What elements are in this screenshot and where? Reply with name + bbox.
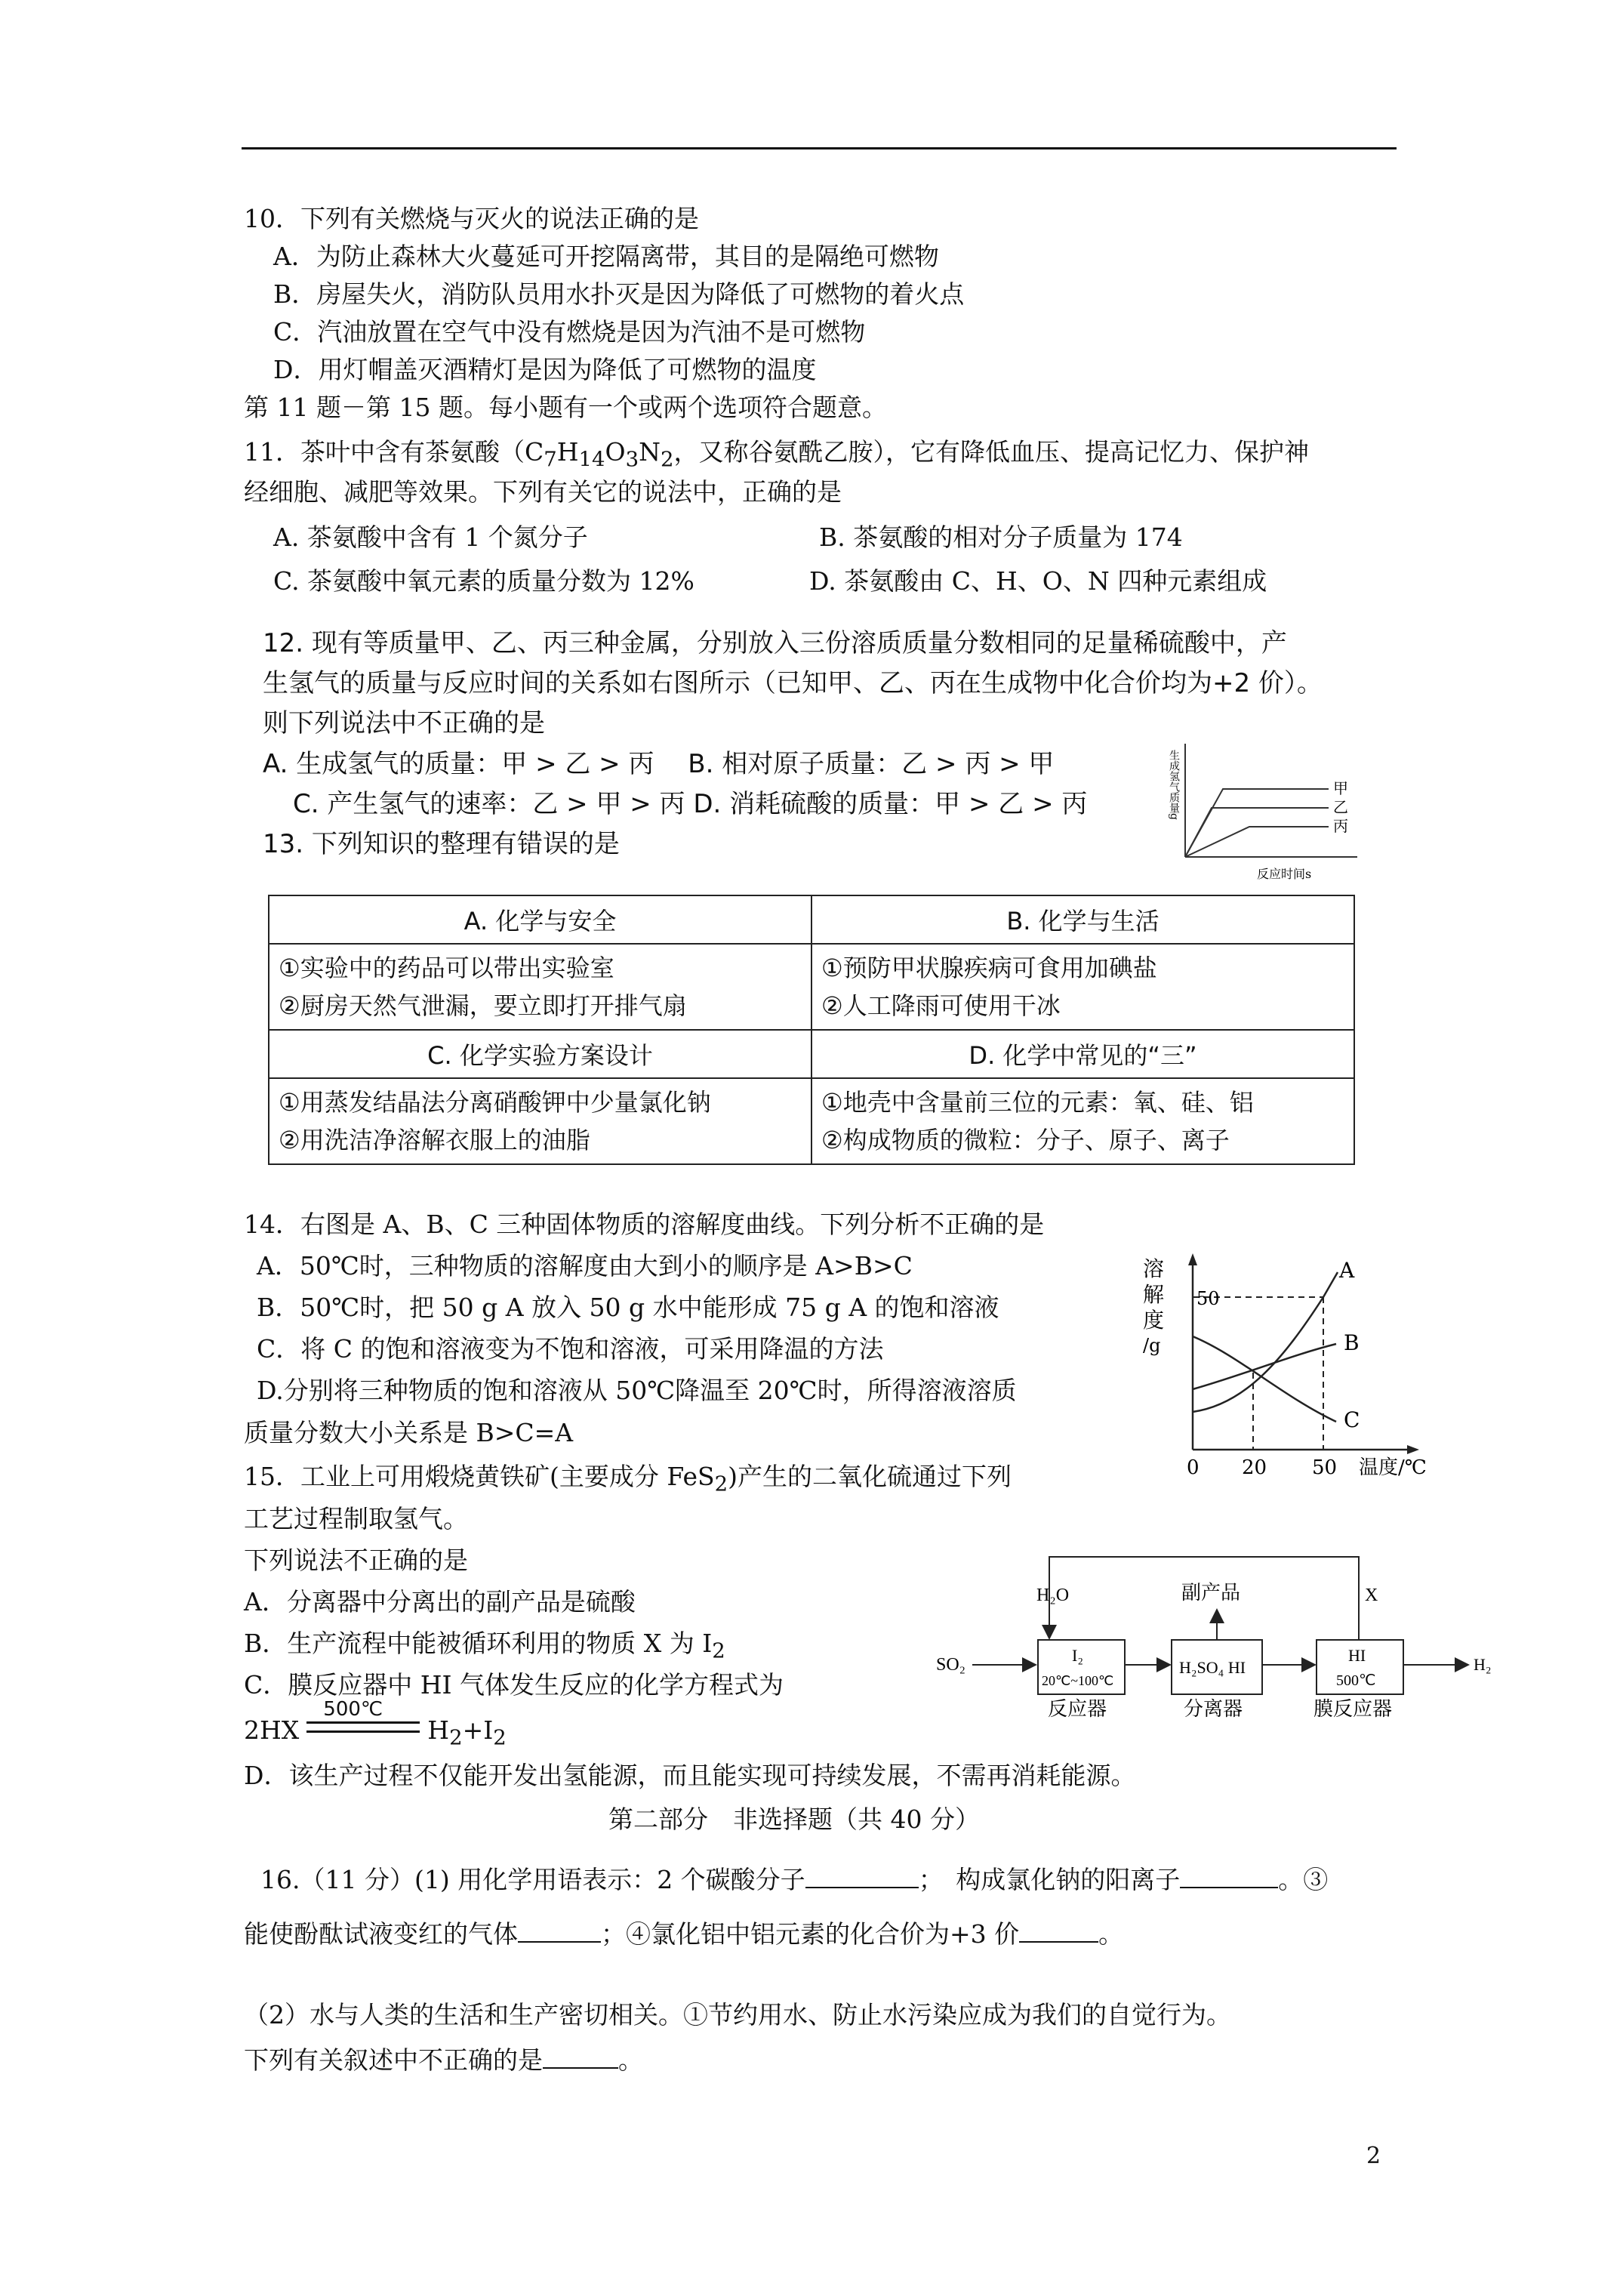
part2-title: 第二部分 非选择题（共 40 分） xyxy=(608,1804,980,1834)
page-number: 2 xyxy=(1366,2143,1381,2169)
q12-label-jia: 甲 xyxy=(1333,779,1348,797)
q14-x-label: 温度/℃ xyxy=(1359,1456,1427,1479)
q15-equation xyxy=(244,1698,507,1755)
q14-label-b: B xyxy=(1344,1330,1360,1355)
q11-text: O xyxy=(605,437,626,467)
flow-reactor-i2: I₂ xyxy=(1072,1646,1083,1665)
equation-condition: 500℃ xyxy=(323,1698,383,1721)
flow-separator-content: H₂SO₄ HI xyxy=(1179,1658,1246,1677)
q16-line1 xyxy=(260,1863,1328,1897)
q14-label-c: C xyxy=(1344,1407,1360,1432)
q15-stem-line1 xyxy=(244,1460,1012,1501)
table-cell-d xyxy=(812,1078,1354,1164)
q13-stem: 13. 下列知识的整理有错误的是 xyxy=(263,829,620,859)
equation-arrow xyxy=(306,1698,420,1747)
q15-text: )产生的二氧化硫通过下列 xyxy=(728,1462,1012,1491)
equation-reactant: 2HX xyxy=(244,1715,300,1745)
q12-y-label: 生成氢气质量g xyxy=(1168,750,1180,820)
q14-stem: 14．右图是 A、B、C 三种固体物质的溶解度曲线。下列分析不正确的是 xyxy=(244,1210,1045,1239)
subscript: 3 xyxy=(625,447,639,472)
table-item: ①预防甲状腺疾病可食用加碘盐 xyxy=(821,954,1157,982)
section-note: 第 11 题－第 15 题。每小题有一个或两个选项符合题意。 xyxy=(244,393,887,422)
flow-h2o: H₂O xyxy=(1036,1586,1070,1605)
q11-stem-line2: 经细胞、减肥等效果。下列有关它的说法中，正确的是 xyxy=(244,477,842,507)
table-item: ②人工降雨可使用干冰 xyxy=(821,991,1061,1020)
table-item: ②用洗洁净溶解衣服上的油脂 xyxy=(279,1126,590,1154)
flow-byproduct: 副产品 xyxy=(1181,1582,1241,1604)
q16-text: 能使酚酞试液变红的气体 xyxy=(244,1919,518,1949)
flow-membrane-temp: 500℃ xyxy=(1336,1672,1376,1689)
answer-blank[interactable] xyxy=(1180,1864,1278,1888)
flow-label-reactor: 反应器 xyxy=(1048,1698,1107,1720)
q12-stem-line2: 生氢气的质量与反应时间的关系如右图所示（已知甲、乙、丙在生成物中化合价均为+2 价）。 xyxy=(263,668,1323,698)
q14-option-c: C．将 C 的饱和溶液变为不饱和溶液，可采用降温的方法 xyxy=(257,1334,884,1364)
table-item: ①地壳中含量前三位的元素：氧、硅、铝 xyxy=(821,1088,1254,1117)
subscript: 7 xyxy=(544,447,557,472)
q12-x-label: 反应时间s xyxy=(1257,867,1312,881)
q10-stem: 10．下列有关燃烧与灭火的说法正确的是 xyxy=(244,204,699,233)
q12-label-bing: 丙 xyxy=(1333,817,1348,835)
q11-option-c: C. 茶氨酸中氧元素的质量分数为 12% xyxy=(273,566,694,596)
q14-x-arrow xyxy=(1407,1445,1419,1454)
q14-option-b: B．50℃时，把 50 g A 放入 50 g 水中能形成 75 g A 的饱和溶液 xyxy=(257,1293,999,1322)
subscript: 2 xyxy=(660,447,674,472)
q14-x-tick-0: 0 xyxy=(1187,1456,1200,1479)
q11-text: 11．茶叶中含有茶氨酸（C xyxy=(244,437,544,467)
q11-option-a: A. 茶氨酸中含有 1 个氮分子 xyxy=(273,522,588,552)
q16-line4 xyxy=(244,2044,643,2077)
equation-equals-sign xyxy=(306,1721,420,1733)
q10-option-b: B．房屋失火，消防队员用水扑灭是因为降低了可燃物的着火点 xyxy=(273,279,965,309)
table-item: ①用蒸发结晶法分离硝酸钾中少量氯化钠 xyxy=(279,1088,711,1117)
subscript: 14 xyxy=(578,447,605,472)
q16-text: 下列有关叙述中不正确的是 xyxy=(244,2045,543,2075)
q12-curve-bing xyxy=(1185,827,1329,857)
q15-option-b xyxy=(244,1627,725,1668)
table-head-a: A. 化学与安全 xyxy=(269,895,812,944)
answer-blank[interactable] xyxy=(543,2045,618,2069)
q12-curve-yi xyxy=(1185,808,1329,857)
table-head-d: D. 化学中常见的“三” xyxy=(812,1030,1354,1078)
q10-option-d: D．用灯帽盖灭酒精灯是因为降低了可燃物的温度 xyxy=(273,355,817,384)
q10-option-a: A．为防止森林大火蔓延可开挖隔离带，其目的是隔绝可燃物 xyxy=(273,242,939,271)
table-item: ②构成物质的微粒：分子、原子、离子 xyxy=(821,1126,1230,1154)
q16-line3: （2）水与人类的生活和生产密切相关。①节约用水、防止水污染应成为我们的自觉行为。 xyxy=(244,2000,1231,2029)
q16-text: 。 xyxy=(618,2045,643,2075)
header-rule xyxy=(242,147,1397,149)
table-head-b: B. 化学与生活 xyxy=(812,895,1354,944)
q14-curve-b xyxy=(1193,1344,1336,1389)
q14-y-label-3: 度 xyxy=(1143,1308,1165,1333)
q11-text: ，又称谷氨酰乙胺），它有降低血压、提高记忆力、保护神 xyxy=(673,437,1309,467)
q14-y-label-1: 溶 xyxy=(1143,1256,1165,1281)
q12-options-ab: A. 生成氢气的质量：甲 > 乙 > 丙 B. 相对原子质量：乙 > 丙 > 甲 xyxy=(263,749,1055,779)
q14-y-label-4: /g xyxy=(1143,1335,1161,1356)
flow-x: X xyxy=(1365,1586,1378,1605)
q15-option-a: A．分离器中分离出的副产品是硫酸 xyxy=(244,1587,636,1616)
q12-label-yi: 乙 xyxy=(1333,798,1348,816)
flow-label-separator: 分离器 xyxy=(1184,1698,1243,1720)
q15-stem-line2: 工艺过程制取氢气。 xyxy=(244,1504,468,1533)
q14-y-arrow xyxy=(1188,1253,1197,1265)
q14-option-d-line2: 质量分数大小关系是 B>C=A xyxy=(244,1418,574,1447)
table-item: ②厨房天然气泄漏，要立即打开排气扇 xyxy=(279,991,687,1020)
q14-solubility-chart xyxy=(1132,1246,1449,1480)
table-cell-c xyxy=(269,1078,812,1164)
table-cell-b xyxy=(812,944,1354,1030)
subscript: 2 xyxy=(449,1725,463,1750)
equation-product: H xyxy=(427,1715,450,1745)
q14-label-a: A xyxy=(1339,1258,1355,1283)
equation-product: +I xyxy=(462,1715,494,1745)
q15-stem-line3: 下列说法不正确的是 xyxy=(244,1546,468,1575)
q16-text: ；④氯化铝中铝元素的化合价为+3 价 xyxy=(601,1919,1020,1949)
q14-option-a: A．50℃时，三种物质的溶解度由大到小的顺序是 A>B>C xyxy=(257,1251,913,1281)
q11-text: H xyxy=(556,437,579,467)
answer-blank[interactable] xyxy=(805,1864,919,1888)
q14-option-d-line1: D.分别将三种物质的饱和溶液从 50℃降温至 20℃时，所得溶液溶质 xyxy=(257,1376,1017,1405)
answer-blank[interactable] xyxy=(1019,1918,1098,1943)
q12-hydrogen-chart xyxy=(1155,736,1366,887)
subscript: 2 xyxy=(712,1638,725,1663)
q14-y-tick-50: 50 xyxy=(1196,1288,1220,1309)
q14-x-tick-50: 50 xyxy=(1312,1456,1338,1479)
q15-flow-diagram xyxy=(936,1540,1510,1737)
q10-option-c: C．汽油放置在空气中没有燃烧是因为汽油不是可燃物 xyxy=(273,317,866,347)
q11-text: N xyxy=(639,437,661,467)
subscript: 2 xyxy=(493,1725,507,1750)
table-head-c: C. 化学实验方案设计 xyxy=(269,1030,812,1078)
q12-stem-line3: 则下列说法中不正确的是 xyxy=(263,708,545,738)
q16-text: 。③ xyxy=(1278,1865,1329,1894)
flow-reactor-temp: 20℃~100℃ xyxy=(1042,1673,1114,1688)
q11-stem-line1 xyxy=(244,436,1309,476)
answer-blank[interactable] xyxy=(518,1918,601,1943)
table-item: ①实验中的药品可以带出实验室 xyxy=(279,954,614,982)
q16-text: 16.（11 分）(1) 用化学用语表示：2 个碳酸分子 xyxy=(260,1865,805,1894)
flow-membrane-hi: HI xyxy=(1348,1646,1366,1665)
flow-label-membrane: 膜反应器 xyxy=(1313,1698,1393,1720)
q12-options-cd: C. 产生氢气的速率：乙 > 甲 > 丙 D. 消耗硫酸的质量：甲 > 乙 > 丙 xyxy=(293,789,1088,819)
q16-text: ； 构成氯化钠的阳离子 xyxy=(918,1865,1181,1894)
q16-text: 。 xyxy=(1098,1919,1124,1949)
subscript: 2 xyxy=(714,1472,728,1496)
q14-y-label-2: 解 xyxy=(1143,1282,1165,1307)
q12-stem-line1: 12. 现有等质量甲、乙、丙三种金属，分别放入三份溶质质量分数相同的足量稀硫酸中，产 xyxy=(263,628,1287,658)
q11-option-b: B. 茶氨酸的相对分子质量为 174 xyxy=(819,522,1183,552)
q14-x-tick-20: 20 xyxy=(1242,1456,1267,1479)
flow-so2: SO₂ xyxy=(936,1655,966,1675)
q15-text: 15．工业上可用煅烧黄铁矿(主要成分 FeS xyxy=(244,1462,715,1491)
q15-text: B．生产流程中能被循环利用的物质 X 为 I xyxy=(244,1629,713,1658)
q11-option-d: D. 茶氨酸由 C、H、O、N 四种元素组成 xyxy=(809,566,1267,596)
q16-line2 xyxy=(244,1918,1123,1951)
table-cell-a xyxy=(269,944,812,1030)
q13-knowledge-table xyxy=(268,895,1355,1165)
flow-h2: H₂ xyxy=(1474,1655,1492,1674)
q15-option-d: D．该生产过程不仅能开发出氢能源，而且能实现可持续发展，不需再消耗能源。 xyxy=(244,1761,1136,1790)
q15-option-c: C．膜反应器中 HI 气体发生反应的化学方程式为 xyxy=(244,1670,784,1700)
